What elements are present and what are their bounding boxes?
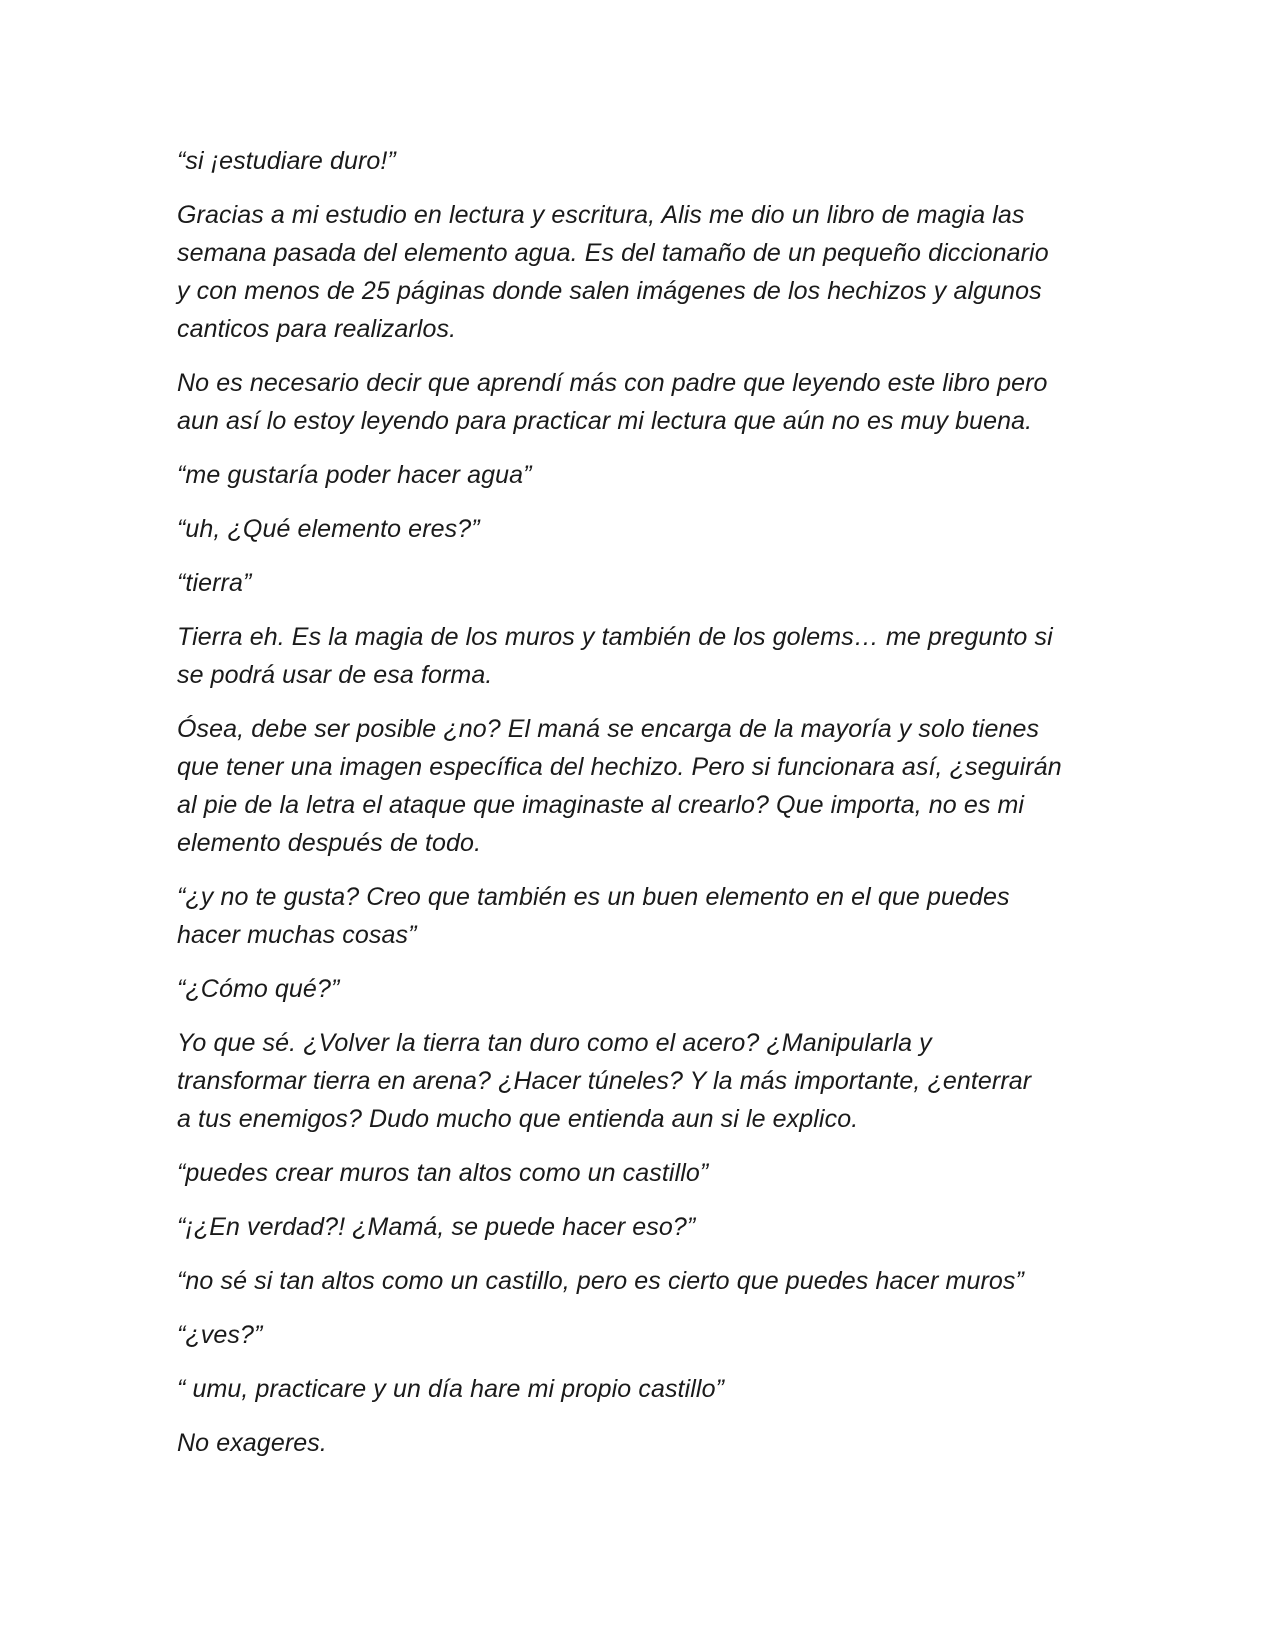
paragraph: No es necesario decir que aprendí más con padre que leyendo este libro pero aun así lo estoy leyendo para practicar mi lectura que aún no es muy buena. bbox=[177, 369, 1048, 435]
paragraph: Tierra eh. Es la magia de los muros y también de los golems… me pregunto si se podrá usar de esa forma. bbox=[177, 623, 1053, 689]
paragraph: “uh, ¿Qué elemento eres?” bbox=[177, 515, 480, 543]
paragraph: No exageres. bbox=[177, 1429, 327, 1457]
paragraph: Ósea, debe ser posible ¿no? El maná se encarga de la mayoría y solo tienes que tener una imagen específica del hechizo. Pero si funcionara así, ¿seguirán al pie de la letra el ataque que imaginaste al crearlo? Que importa, no es mi elemento después de todo. bbox=[177, 715, 1062, 857]
paragraph: “¿ves?” bbox=[177, 1321, 263, 1349]
paragraph: “me gustaría poder hacer agua” bbox=[177, 461, 532, 489]
paragraph: “si ¡estudiare duro!” bbox=[177, 147, 396, 175]
paragraph: “puedes crear muros tan altos como un castillo” bbox=[177, 1159, 709, 1187]
paragraph: “ umu, practicare y un día hare mi propio castillo” bbox=[177, 1375, 724, 1403]
paragraph: “¿Cómo qué?” bbox=[177, 975, 340, 1003]
paragraph: “¡¿En verdad?! ¿Mamá, se puede hacer eso?” bbox=[177, 1213, 696, 1241]
paragraph: “¿y no te gusta? Creo que también es un buen elemento en el que puedes hacer muchas cosas” bbox=[177, 883, 1010, 949]
paragraph: Yo que sé. ¿Volver la tierra tan duro como el acero? ¿Manipularla y transformar tierra en arena? ¿Hacer túneles? Y la más importante, ¿enterrar a tus enemigos? Dudo mucho que entienda aun si le explico. bbox=[177, 1029, 1032, 1133]
paragraph: “no sé si tan altos como un castillo, pero es cierto que puedes hacer muros” bbox=[177, 1267, 1024, 1295]
paragraph: Gracias a mi estudio en lectura y escritura, Alis me dio un libro de magia las semana pasada del elemento agua. Es del tamaño de un pequeño diccionario y con menos de 25 páginas donde salen imágenes de los hechizos y algunos canticos para realizarlos. bbox=[177, 201, 1049, 343]
paragraph: “tierra” bbox=[177, 569, 252, 597]
body-text bbox=[177, 142, 1107, 1478]
